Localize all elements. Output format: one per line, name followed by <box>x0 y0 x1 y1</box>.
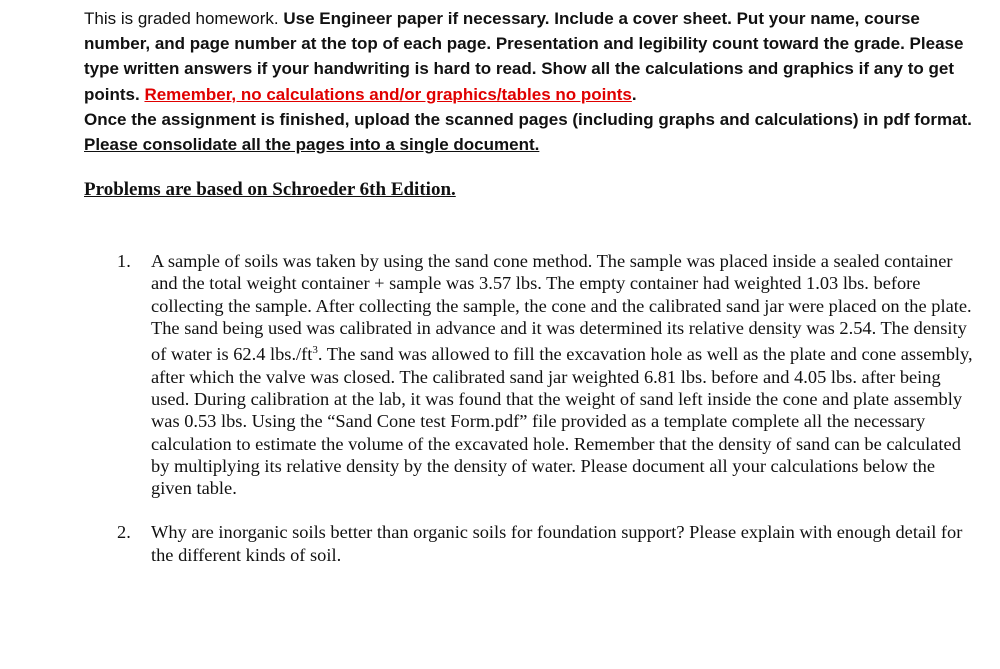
problem-list <box>117 250 977 588</box>
problem-1-text-part-1: A sample of soils was taken by using the sand cone method. The sample was placed inside a sealed container and the total weight container + sample was 3.57 lbs. The empty container had weighted 1.03 lbs. before collecting the sample. After collecting the sample, the cone and the calibrated sand jar were placed on the plate. The sand being used was calibrated in advance and it was determined its relative density was 2.54. The density of water is 62.4 lbs./ft <box>151 251 972 365</box>
problem-2-number: 2. <box>117 522 131 543</box>
red-warning-text: Remember, no calculations and/or graphics/tables no points <box>144 84 632 104</box>
problem-1-text <box>151 250 977 499</box>
problem-2-text: Why are inorganic soils better than organic soils for foundation support? Please explain with enough detail for the different kinds of soil. <box>151 522 963 565</box>
consolidate-instruction-text: Please consolidate all the pages into a single document. <box>84 135 540 155</box>
warning-period: . <box>631 84 637 104</box>
upload-instructions-text: Once the assignment is finished, upload the scanned pages (including graphs and calculations) in pdf format. <box>84 109 972 129</box>
problem-1-text-part-2: . The sand was allowed to fill the excavation hole as well as the plate and cone assembly, after which the valve was closed. The calibrated sand jar weighted 6.81 lbs. before and 4.05 lbs. after being used. During calibration at the lab, it was found that the weight of sand left inside the cone and plate assembly was 0.53 lbs. Using the “Sand Cone test Form.pdf” file provided as a template complete all the necessary calculation to estimate the volume of the excavated hole. Remember that the density of sand can be calculated by multiplying its relative density by the density of water. Please document all your calculations below the given table. <box>151 344 973 499</box>
instructions-bold-text: Use Engineer paper if necessary. Include a cover sheet. Put your name, course number, and page number at the top of each page. Presentation and legibility count toward the grade. Please type written answers if your handwriting is hard to read. Show all the calculations and graphics if any to get points. <box>84 9 964 104</box>
problem-1-number: 1. <box>117 251 131 271</box>
instructions-paragraph <box>84 6 984 157</box>
problem-2 <box>117 521 977 566</box>
instructions-block <box>84 6 984 157</box>
graded-homework-text: This is graded homework. <box>84 9 284 28</box>
cubic-exponent: 3 <box>312 344 318 357</box>
problems-heading: Problems are based on Schroeder 6th Edition. <box>84 179 456 200</box>
problem-1 <box>117 250 977 499</box>
